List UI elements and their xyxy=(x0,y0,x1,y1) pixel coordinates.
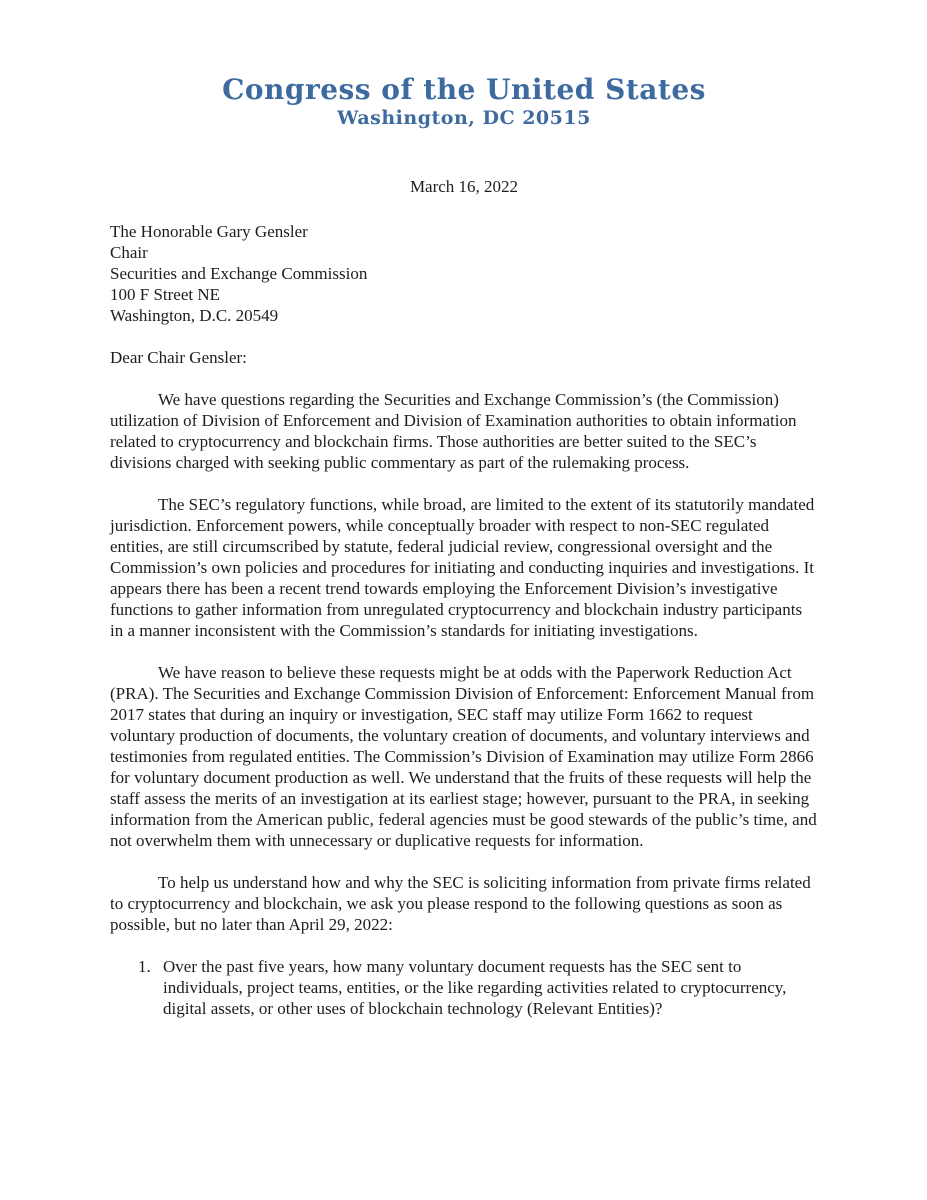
letterhead xyxy=(110,74,818,130)
question-list xyxy=(110,956,818,1019)
letterhead-title: Congress of the United States xyxy=(222,73,706,106)
salutation: Dear Chair Gensler: xyxy=(110,348,247,367)
paragraph-4: To help us understand how and why the SEC is soliciting information from private firms related to cryptocurrency and blockchain, we ask you please respond to the following questions as soon as possible, but no later than April 29, 2022: xyxy=(110,873,811,934)
question-1-text: Over the past five years, how many voluntary document requests has the SEC sent to individuals, project teams, entities, or the like regarding activities related to cryptocurrency, digital assets, or other uses of blockchain technology (Relevant Entities)? xyxy=(163,957,787,1018)
recipient-name: The Honorable Gary Gensler xyxy=(110,222,308,241)
question-item-1 xyxy=(138,956,818,1019)
recipient-street-address: 100 F Street NE xyxy=(110,285,221,304)
recipient-title: Chair xyxy=(110,243,148,262)
recipient-organization: Securities and Exchange Commission xyxy=(110,264,368,283)
question-1-number: 1. xyxy=(138,957,151,976)
letter-date: March 16, 2022 xyxy=(409,177,519,196)
paragraph-3: We have reason to believe these requests might be at odds with the Paperwork Reduction Act (PRA). The Securities and Exchange Commission Division of Enforcement: Enforcement Manual from 2017 states that during an inquiry or investigation, SEC staff may utilize Form 1662 to request voluntary production of documents, the voluntary creation of documents, and voluntary interviews and testimonies from regulated entities. The Commission’s Division of Examination may utilize Form 2866 for voluntary document production as well. We understand that the fruits of these requests will help the staff assess the merits of an investigation at its earliest stage; however, pursuant to the PRA, in seeking information from the American public, federal agencies must be good stewards of the public’s time, and not overwhelm them with unnecessary or duplicative requests for information. xyxy=(110,663,817,850)
letterhead-subtitle: Washington, DC 20515 xyxy=(337,107,591,129)
recipient-block xyxy=(110,221,818,326)
paragraph-2: The SEC’s regulatory functions, while broad, are limited to the extent of its statutorily mandated jurisdiction. Enforcement powers, while conceptually broader with respect to non-SEC regulated entities, are still circumscribed by statute, federal judicial review, congressional oversight and the Commission’s own policies and procedures for initiating and conducting inquiries and investigations. It appears there has been a recent trend towards employing the Enforcement Division’s investigative functions to gather information from unregulated cryptocurrency and blockchain industry participants in a manner inconsistent with the Commission’s standards for initiating investigations. xyxy=(110,495,815,640)
recipient-city-state-zip: Washington, D.C. 20549 xyxy=(110,306,279,325)
paragraph-1: We have questions regarding the Securities and Exchange Commission’s (the Commission) utilization of Division of Enforcement and Division of Examination authorities to obtain information related to cryptocurrency and blockchain firms. Those authorities are better suited to the SEC’s divisions charged with seeking public commentary as part of the rulemaking process. xyxy=(110,390,797,472)
